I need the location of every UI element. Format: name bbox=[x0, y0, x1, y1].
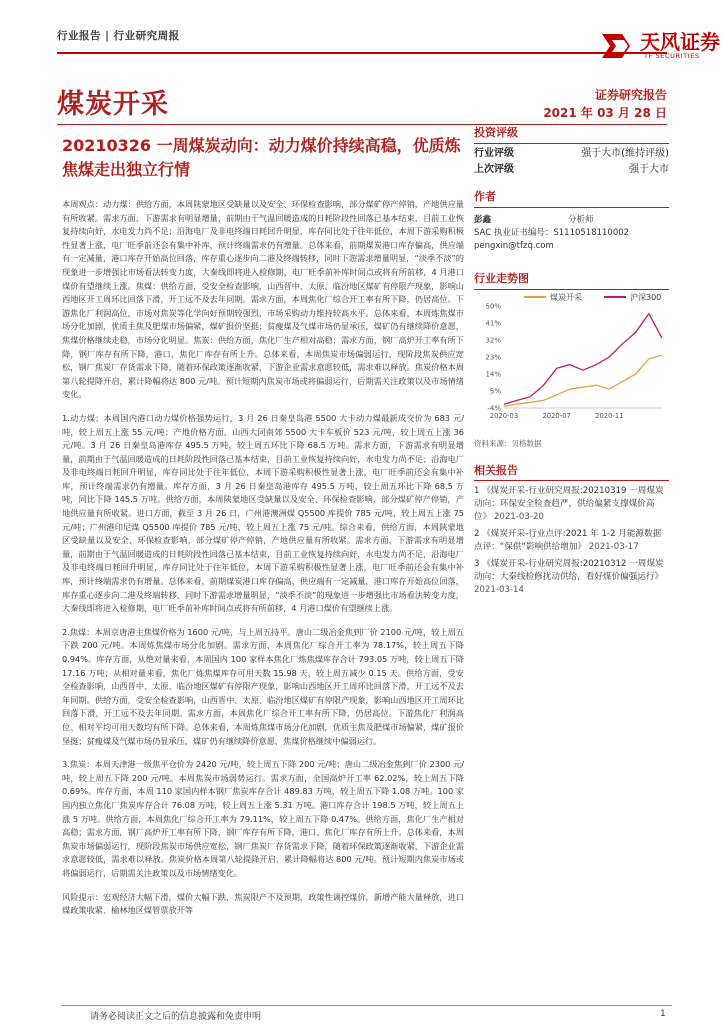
industry-rating-row bbox=[474, 146, 669, 162]
prev-rating-label: 上次评级 bbox=[474, 164, 514, 175]
related-report-date: 2021-03-17 bbox=[588, 542, 639, 552]
related-title: 相关报告 bbox=[474, 464, 518, 477]
author-name-row bbox=[474, 214, 669, 227]
prev-rating-row bbox=[474, 162, 669, 178]
y-tick-label: 23% bbox=[485, 353, 501, 362]
report-headline: 20210326 一周煤炭动向：动力煤价持续高稳，优质炼焦煤走出独立行情 bbox=[62, 136, 461, 179]
breadcrumb: 行业报告 | 行业研究周报 bbox=[57, 30, 180, 42]
y-tick-label: 32% bbox=[485, 336, 501, 345]
author-name: 彭鑫 bbox=[474, 215, 492, 225]
logo-text-en: TF SECURITIES bbox=[644, 52, 700, 60]
coke-paragraph: 3.焦炭：本周天津港一级焦平仓价为 2420 元/吨，较上周五下降 200 元/吨；唐山二级冶金焦到厂价 2300 元/吨，较上周五下降 200 元/吨。本周焦炭市场弱势运行。需求方面，全国高炉开工率 62.02%，较上周五下降 0.69%。库存方面，本周 110 家国内样本钢厂焦炭库存合计 489.83 万吨，较上周五下降 1.08 万吨。100 家国内独立焦化厂焦炭库存合计 76.08 万吨，较上周五上涨 5.31 万吨。港口库存合计 198.5 万吨，较上周五上涨 5 万吨。供给方面，本周焦化厂综合开工率为 79.11%，较上周五下降 0.47%。供给方面，焦化厂生产相对高稳；需求方面，钢厂高炉开工率有所下降，钢厂库存有所下降，港口、焦化厂库存有所上升。总体来看，本周焦炭市场偏弱运行，现阶段焦炭市场供应宽松，钢厂焦炭厂存货需求下降，随着环保政策逐渐收紧，下游企业需求意愿较低，需求难以释放。焦炭价格本周第八轮提降开启，累计降幅将达 800 元/吨。预计短期内焦炭市场或将偏弱运行，后期需关注政策以及市场情绪变化。 bbox=[62, 759, 464, 878]
author-title: 作者 bbox=[474, 190, 496, 203]
logo-mark-icon bbox=[598, 26, 638, 66]
x-tick-label: 2020-11 bbox=[595, 412, 624, 420]
related-reports bbox=[474, 464, 669, 597]
trend-chart-section bbox=[474, 270, 669, 420]
y-tick-label: -4% bbox=[487, 404, 501, 413]
author-role: 分析师 bbox=[568, 215, 594, 225]
x-tick-label: 2020-03 bbox=[489, 412, 519, 420]
logo-text-cn: 天风证券 bbox=[640, 30, 720, 54]
main-body bbox=[62, 198, 464, 928]
x-tick-label: 2020-07 bbox=[542, 412, 571, 420]
y-tick-label: 14% bbox=[485, 370, 501, 379]
related-report-item[interactable] bbox=[474, 558, 669, 597]
legend-label: 煤炭开采 bbox=[550, 293, 582, 302]
related-report-item[interactable] bbox=[474, 485, 669, 524]
author-email[interactable]: pengxin@tfzq.com bbox=[474, 241, 554, 251]
rating-title: 投资评级 bbox=[474, 126, 518, 139]
footer-disclaimer: 请务必阅读正文之后的信息披露和免责申明 bbox=[90, 1012, 262, 1022]
series-line bbox=[504, 314, 662, 405]
footer-divider bbox=[62, 1005, 672, 1006]
risk-warning: 风险提示：宏观经济大幅下滑，煤价大幅下跌，焦炭限产不及预期，政策性调控煤价，新增产能大量释放，进口煤政策收紧、榆林地区煤管票放开等 bbox=[62, 891, 464, 916]
author-cert: SAC 执业证书编号：S1110518110002 bbox=[474, 228, 630, 238]
series-line bbox=[504, 355, 662, 406]
y-tick-label: 41% bbox=[485, 319, 501, 328]
author-divider bbox=[474, 207, 669, 208]
y-tick-label: 5% bbox=[489, 387, 501, 396]
trend-chart bbox=[474, 290, 669, 428]
header-divider bbox=[57, 52, 667, 54]
related-report-date: 2021-03-20 bbox=[493, 512, 544, 522]
author-section bbox=[474, 188, 669, 253]
related-report-text[interactable]: 2 《煤炭开采-行业点评:2021 年 1-2 月能源数据点评：“保供”影响供给增加》 bbox=[474, 529, 662, 552]
rating-divider bbox=[474, 143, 669, 144]
y-tick-label: 50% bbox=[485, 302, 501, 311]
related-divider bbox=[474, 480, 669, 481]
related-report-date: 2021-03-14 bbox=[474, 585, 524, 595]
related-report-text[interactable]: 3 《煤炭开采-行业研究周报:20210312 一周煤炭动向：大秦线检修扰动供给，看好煤价偏强运行》 bbox=[474, 559, 664, 582]
industry-rating-label: 行业评级 bbox=[474, 148, 514, 159]
related-report-item[interactable] bbox=[474, 528, 669, 554]
thermal-coal-paragraph: 1.动力煤：本周国内港口动力煤价格强势运行，3 月 26 日秦皇岛港 5500 大卡动力煤最新成交价为 683 元/吨，较上周五上涨 55 元/吨；产地价格方面，山西大同南郊 5500 大卡车板价 523 元/吨，较上周五上涨 36 元/吨。3 月 26 日秦皇岛港库存 495.5 万吨，较上周五环比下降 68.5 万吨。需求方面，下游需求有明显增量，前期由于气温回暖造成的日耗阶段性回落已基本结束，目前工业恢复持续向好，水电发力尚不足；沿海电厂及非电终端日耗回升明显，库存同比处于往年低位，本周下游采购积极性显著上涨，电厂旺季前还会有集中补库，预计终端需求仍有增量。库存方面，3 月 26 日秦皇岛港库存 495.5 万吨，较上周五环比下降 68.5 万吨，同比下降 145.5 万吨。供给方面，本周陕蒙地区受缺量以及安全、环保检查影响，部分煤矿停产停销，产地供应量有所收紧。进口方面，截至 3 月 26 日，广州港澳洲煤 Q5500 库提价 785 元/吨，较上周五上涨 75 元/吨；广州港印尼煤 Q5500 库提价 785 元/吨，较上周五上涨 75 元/吨。综合来看，供给方面，本周陕蒙地区受缺量以及安全、环保检查影响，部分煤矿停产停销，产地供应量有所收紧。需求方面，下游需求有明显增量，前期由于气温回暖造成的日耗阶段性回落已基本结束，目前工业恢复持续向好，水电发力尚不足，沿海电厂及非电终端日耗回升明显，库存同比处于往年低位，本周下游采购积极性显著上涨，电厂旺季前还会有集中补库，预计终端需求仍有增量。总体来看，前期煤炭港口库存偏高，供应端有一定减量，港口库存开始高位回落，库存重心逐步向二港及终端转移，同时下游需求增量明显，“淡季不淡”的现象进一步增强比市场看法转变力度，大秦线即将进入检修期，电厂旺季前补库时间点或将有所前移，4 月港口煤价有望继续上涨。 bbox=[62, 412, 464, 614]
legend-label: 沪深300 bbox=[630, 293, 662, 302]
rating-section bbox=[474, 124, 669, 178]
report-type: 证券研究报告 bbox=[594, 88, 667, 102]
company-logo bbox=[598, 26, 720, 66]
coking-coal-paragraph: 2.焦煤：本周京唐港主焦煤价格为 1600 元/吨，与上周五持平。唐山二级冶金焦到厂价 2100 元/吨，较上周五下跌 200 元/吨。本周炼焦煤市场分化加剧。需求方面，本周焦化厂综合开工率为 78.17%，较上周五下降 0.94%。库存方面，从绝对量来看，本周国内 100 家样本焦化厂炼焦煤库存合计 793.05 万吨，较上周五下降 17.16 万吨；从相对量来看，焦化厂炼焦煤库存可用天数 15.98 天，较上周五减少 0.15 天。供给方面，受安全检查影响，山西晋中、太原、临汾地区煤矿有停限产现象，影响山西地区开工周环比回落下滑，开工远不及去年同期。供给方面，受安全检查影响，山西晋中、太原、临汾地区煤矿有停限产现象，影响山西地区开工周环比回落下滑，开工远不及去年同期。需求方面，本周焦化厂综合开工率有所下降，仍居高位。下游焦化厂利润高位、相对平均可用天数均有所下降。总体来看，本周炼焦煤市场分化加剧，优质主焦及肥煤市场偏紧，煤矿报价坚挺；贫瘦煤及气煤市场仍显承压，煤矿仍有继续降价意愿，焦煤价格继续中偏弱运行。 bbox=[62, 626, 464, 746]
report-date: 2021 年 03 月 28 日 bbox=[543, 106, 667, 120]
summary-paragraph: 本周观点：动力煤：供给方面，本周陕蒙地区受缺量以及安全、环保检查影响，部分煤矿停产停销，产地供应量有所收紧。需求方面，下游需求有明显增量，前期由于气温回暖造成的日耗阶段性回落已基本结束，目前工业恢复持续向好，水电发力尚不足；沿海电厂及非电终端日耗回升明显，库存同比处于往年低位，本周下游采购积极性显著上涨，电厂旺季前还会有集中补库，预计终端需求仍有增量。总体来看，前期煤炭港口库存偏高，供应端有一定减量，港口库存开始高位回落，库存重心逐步向二港及终端转移，同时下游需求增量明显，“淡季不淡”的现象进一步增强比市场看法转变力度，大秦线即将进入检修期，电厂旺季前补库时间点或将有所前移，4 月港口煤价有望继续上涨。焦煤：供给方面，受安全检查影响，山西晋中、太原、临汾地区煤矿有停限产现象，影响山西地区开工周环比回落下滑，开工远不及去年同期。需求方面，本周焦化厂综合开工率有所下降，仍居高位。下游焦化厂利润高位，市场对焦炭等化学向好预期较强烈，市场采购动力维持较高水平。总体来看，本周炼焦煤市场分化加剧，优质主焦及肥煤市场偏紧，煤矿报价坚挺；贫瘦煤及气煤市场仍显承压，煤矿仍有继续降价意愿，焦煤价格继续走稳，市场分化明显。焦炭：供给方面，焦化厂生产相对高稳；需求方面，钢厂高炉开工率有所下降，钢厂库存有所下降，港口、焦化厂库存有所上升。总体来看，本周焦炭市场偏弱运行，现阶段焦炭供应宽松，钢厂焦炭厂存货需求下降，随着环保政策逐渐收紧，下游企业需求意愿较低，需求难以释放。焦炭价格本周第八轮提降开启，累计降幅将达 800 元/吨。预计短期内焦炭市场或将偏弱运行，后期需关注政策以及市场情绪变化。 bbox=[62, 199, 464, 400]
prev-rating-value: 强于大市 bbox=[629, 164, 669, 175]
industry-rating-value: 强于大市(维持评级) bbox=[581, 148, 669, 159]
page-number: 1 bbox=[660, 1009, 666, 1019]
chart-title: 行业走势图 bbox=[474, 272, 529, 285]
related-report-text[interactable]: 1 《煤炭开采-行业研究周报:20210319 一周煤炭动向：环保安全检查趋严，供给偏紧支撑煤价高位》 bbox=[474, 486, 664, 522]
sector-title: 煤炭开采 bbox=[57, 89, 169, 120]
chart-source: 资料来源：贝格数据 bbox=[474, 439, 542, 448]
